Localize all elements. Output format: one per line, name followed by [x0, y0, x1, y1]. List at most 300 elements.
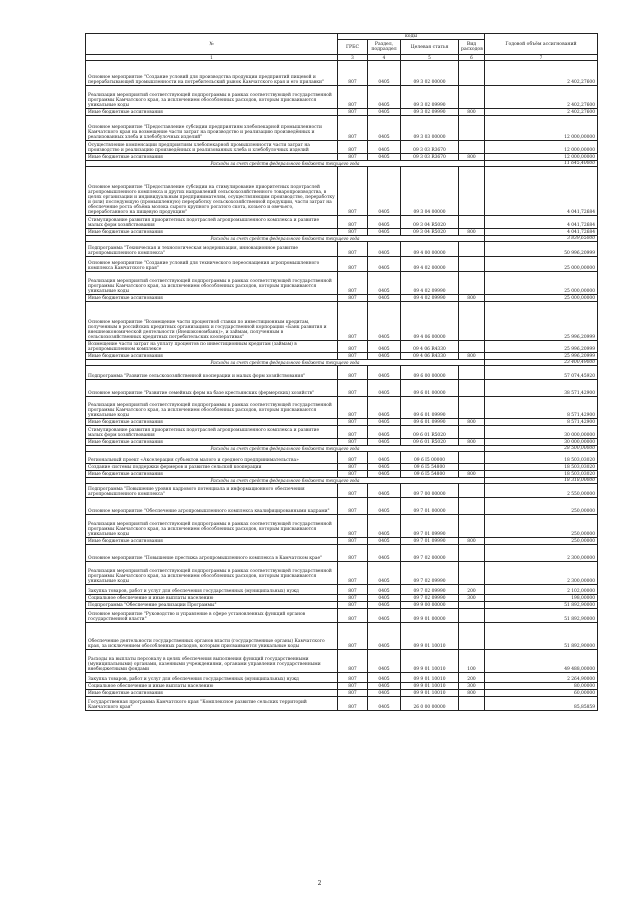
- row-description: Стимулирование развития приоритетных подотраслей агропромышленного комплекса и развитие малых форм хозяйствования: [86, 216, 338, 229]
- row-grbs: 807: [338, 538, 368, 545]
- row-amount: 25 996,20999: [485, 302, 598, 341]
- row-expense-type: [459, 426, 485, 439]
- row-target-article: 09 4 06 00000: [401, 302, 459, 341]
- table-row: [86, 595, 598, 602]
- row-razdel: 0405: [368, 439, 401, 446]
- row-expense-type: 100: [459, 650, 485, 673]
- row-razdel: 0405: [368, 353, 401, 360]
- row-grbs: 807: [338, 609, 368, 623]
- row-expense-type: [459, 697, 485, 711]
- row-razdel: 0405: [368, 562, 401, 585]
- table-row: [86, 167, 598, 216]
- row-razdel: 0405: [368, 673, 401, 683]
- row-amount: 25 996,20999: [485, 341, 598, 353]
- table-row: [86, 515, 598, 538]
- table-row: [86, 341, 598, 353]
- row-amount: 2 300,00000: [485, 562, 598, 585]
- row-grbs: 807: [338, 595, 368, 602]
- row-grbs: 807: [338, 216, 368, 229]
- table-row: [86, 141, 598, 154]
- row-expense-type: [459, 302, 485, 341]
- row-amount: 50 996,20999: [485, 242, 598, 257]
- row-expense-type: [459, 464, 485, 471]
- table-row: [86, 609, 598, 623]
- row-grbs: 807: [338, 673, 368, 683]
- row-target-article: 09 7 02 09990: [401, 562, 459, 585]
- row-target-article: 09 3 02 09990: [401, 109, 459, 116]
- row-expense-type: 300: [459, 683, 485, 690]
- row-target-article: 09 7 02 00000: [401, 545, 459, 562]
- header-razdel: Раздел, подраздел: [368, 40, 401, 55]
- row-amount: 2 402,27600: [485, 109, 598, 116]
- column-number: 7: [485, 55, 598, 61]
- row-amount: 250,00000: [485, 498, 598, 515]
- note-amount: 23 400,49000: [485, 360, 598, 366]
- row-expense-type: 800: [459, 229, 485, 236]
- row-description: Основное мероприятие "Возмещение части процентной ставки по инвестиционным кредитам, полученным в российских кредитных организациях и государственной корпорации «Банк развития и внешнеэкономической деятельности (Внешэкономбанк)», и займам, полученным в сельскохозяйственных кредитных потребительских кооперативах": [86, 302, 338, 341]
- row-razdel: 0405: [368, 697, 401, 711]
- table-row: [86, 426, 598, 439]
- row-description: Иные бюджетные ассигнования: [86, 471, 338, 478]
- row-target-article: 09 3 03 00000: [401, 116, 459, 141]
- row-expense-type: 200: [459, 673, 485, 683]
- row-description: Обеспечение деятельности государственных органов власти (государственные органы) Камчатского края, за исключением обособленных расходов, которым присваиваются уникальные коды: [86, 623, 338, 650]
- row-grbs: 807: [338, 439, 368, 446]
- row-amount: 12 000,00000: [485, 116, 598, 141]
- row-description: Основное мероприятие "Предоставление субсидии на стимулирование приоритетных подотраслей агропромышленного комплекса и других направлений сельскохозяйственного товаропроизводства, в целях организации и индивидуальным предпринимателям, осуществляющим производство, переработку и (или) последующую (промышленную) переработку сельскохозяйственной продукции, части затрат на обеспечение роста объёма молока сырого крупного рогатого скота, козьего и овечьего, переработанного на пищевую продукцию": [86, 167, 338, 216]
- row-target-article: 09 4 02 09990: [401, 295, 459, 302]
- row-grbs: 807: [338, 464, 368, 471]
- row-target-article: 09 9 01 10010: [401, 650, 459, 673]
- table-row: [86, 690, 598, 697]
- row-amount: 25 996,20999: [485, 353, 598, 360]
- note-text: Расходы за счет средств федерального бюджета текущего года: [86, 446, 485, 452]
- row-target-article: 09 6 I5 54800: [401, 464, 459, 471]
- row-amount: 2 550,00000: [485, 484, 598, 498]
- row-description: Реализация мероприятий соответствующей подпрограммы в рамках соответствующей государственной программы Камчатского края, за исключением обособленных расходов, которым присваиваются уникальные коды: [86, 397, 338, 419]
- row-target-article: 09 6 01 09990: [401, 419, 459, 426]
- row-expense-type: [459, 341, 485, 353]
- row-grbs: 807: [338, 471, 368, 478]
- row-grbs: 807: [338, 562, 368, 585]
- row-description: Закупка товаров, работ и услуг для обеспечения государственных (муниципальных) нужд: [86, 673, 338, 683]
- row-grbs: 807: [338, 109, 368, 116]
- row-amount: 51 892,90000: [485, 609, 598, 623]
- row-expense-type: [459, 623, 485, 650]
- row-expense-type: 800: [459, 471, 485, 478]
- row-grbs: 807: [338, 154, 368, 161]
- note-amount: 11 645,40000: [485, 161, 598, 167]
- row-target-article: 09 9 01 00000: [401, 609, 459, 623]
- row-amount: 51 892,90000: [485, 602, 598, 609]
- row-target-article: 09 6 01 00000: [401, 380, 459, 397]
- row-expense-type: 800: [459, 109, 485, 116]
- table-row: [86, 538, 598, 545]
- row-amount: 30 000,00000: [485, 439, 598, 446]
- row-target-article: 09 3 04 R5020: [401, 229, 459, 236]
- table-row: [86, 673, 598, 683]
- row-razdel: 0405: [368, 515, 401, 538]
- row-description: Основное мероприятие "Повышение престижа агропромышленного комплекса в Камчатском крае": [86, 545, 338, 562]
- row-target-article: 09 4 06 R4330: [401, 341, 459, 353]
- row-grbs: 807: [338, 602, 368, 609]
- row-description: Иные бюджетные ассигнования: [86, 154, 338, 161]
- row-razdel: 0405: [368, 341, 401, 353]
- row-amount: 4 041,72684: [485, 167, 598, 216]
- row-description: Основное мероприятие "Создание условий для технического переоснащения агропромышленного комплекса Камчатского края": [86, 257, 338, 272]
- column-number: 1: [86, 55, 338, 61]
- row-razdel: 0405: [368, 683, 401, 690]
- row-description: Реализация мероприятий соответствующей подпрограммы в рамках соответствующей государственной программы Камчатского края, за исключением обособленных расходов, которым присваиваются уникальные коды: [86, 86, 338, 109]
- table-row: [86, 272, 598, 295]
- row-description: Подпрограмма "Обеспечение реализации Программы": [86, 602, 338, 609]
- row-grbs: 807: [338, 515, 368, 538]
- row-razdel: 0405: [368, 141, 401, 154]
- note-text: Расходы за счет средств федерального бюджета текущего года: [86, 236, 485, 242]
- row-grbs: 807: [338, 484, 368, 498]
- row-razdel: 0405: [368, 86, 401, 109]
- row-amount: 85,85859: [485, 697, 598, 711]
- header-annual: Годовой объём ассигнований: [485, 34, 598, 55]
- row-grbs: 807: [338, 650, 368, 673]
- row-description: Иные бюджетные ассигнования: [86, 353, 338, 360]
- table-row: [86, 650, 598, 673]
- row-description: Социальное обеспечение и иные выплаты населению: [86, 683, 338, 690]
- row-amount: 57 074,45920: [485, 366, 598, 380]
- row-grbs: 807: [338, 380, 368, 397]
- row-razdel: 0405: [368, 538, 401, 545]
- row-description: Иные бюджетные ассигнования: [86, 538, 338, 545]
- row-razdel: 0405: [368, 595, 401, 602]
- row-description: Иные бюджетные ассигнования: [86, 690, 338, 697]
- table-row: [86, 353, 598, 360]
- row-amount: 2 264,90000: [485, 673, 598, 683]
- row-razdel: 0405: [368, 484, 401, 498]
- row-target-article: 09 7 01 00000: [401, 498, 459, 515]
- row-razdel: 0405: [368, 257, 401, 272]
- row-target-article: 09 6 I5 00000: [401, 452, 459, 464]
- row-expense-type: [459, 242, 485, 257]
- row-razdel: 0405: [368, 154, 401, 161]
- row-amount: 38 571,42900: [485, 380, 598, 397]
- row-grbs: 807: [338, 242, 368, 257]
- row-description: Возмещение части затрат на уплату процентов по инвестиционным кредитам (займам) в агропромышленном комплексе: [86, 341, 338, 353]
- row-expense-type: [459, 61, 485, 86]
- row-grbs: 807: [338, 229, 368, 236]
- row-grbs: 807: [338, 498, 368, 515]
- table-row: [86, 683, 598, 690]
- row-grbs: 807: [338, 257, 368, 272]
- row-grbs: 807: [338, 397, 368, 419]
- table-row: [86, 697, 598, 711]
- row-razdel: 0405: [368, 167, 401, 216]
- table-row: [86, 302, 598, 341]
- row-grbs: 807: [338, 697, 368, 711]
- row-razdel: 0405: [368, 295, 401, 302]
- table-row: [86, 484, 598, 498]
- row-expense-type: [459, 116, 485, 141]
- row-description: Иные бюджетные ассигнования: [86, 295, 338, 302]
- note-text: Расходы за счет средств федерального бюджета текущего года: [86, 161, 485, 167]
- row-target-article: 26 0 00 00000: [401, 697, 459, 711]
- row-grbs: 807: [338, 690, 368, 697]
- row-grbs: 807: [338, 167, 368, 216]
- row-grbs: 807: [338, 86, 368, 109]
- row-razdel: 0405: [368, 116, 401, 141]
- row-amount: 198,00000: [485, 595, 598, 602]
- row-description: Иные бюджетные ассигнования: [86, 439, 338, 446]
- table-row: [86, 452, 598, 464]
- row-amount: 30 000,00000: [485, 426, 598, 439]
- note-text: Расходы за счет средств федерального бюджета текущего года: [86, 478, 485, 484]
- row-expense-type: 800: [459, 295, 485, 302]
- row-expense-type: 800: [459, 690, 485, 697]
- row-description: Иные бюджетные ассигнования: [86, 229, 338, 236]
- row-description: Осуществление компенсации предприятиям хлебопекарной промышленности части затрат на производство и реализацию произведённых и реализованных хлеба и хлебобулочных изделий: [86, 141, 338, 154]
- row-amount: 250,00000: [485, 515, 598, 538]
- row-grbs: 807: [338, 366, 368, 380]
- row-expense-type: [459, 397, 485, 419]
- row-expense-type: 800: [459, 538, 485, 545]
- row-amount: 4 041,72684: [485, 216, 598, 229]
- row-amount: 60,00000: [485, 690, 598, 697]
- row-razdel: 0405: [368, 452, 401, 464]
- row-expense-type: 300: [459, 595, 485, 602]
- row-target-article: 09 9 01 10010: [401, 683, 459, 690]
- row-amount: 12 000,00000: [485, 141, 598, 154]
- row-amount: 18 503,03020: [485, 464, 598, 471]
- row-target-article: 09 7 02 09990: [401, 585, 459, 595]
- row-razdel: 0405: [368, 426, 401, 439]
- row-description: Иные бюджетные ассигнования: [86, 419, 338, 426]
- row-target-article: 09 4 02 09990: [401, 272, 459, 295]
- row-target-article: 09 3 02 00000: [401, 61, 459, 86]
- row-expense-type: [459, 545, 485, 562]
- row-grbs: 807: [338, 545, 368, 562]
- row-expense-type: 800: [459, 154, 485, 161]
- note-amount: 3 839,65000: [485, 236, 598, 242]
- page-number: 2: [317, 880, 322, 887]
- row-razdel: 0405: [368, 216, 401, 229]
- row-grbs: 807: [338, 419, 368, 426]
- note-amount: 18 318,00000: [485, 478, 598, 484]
- row-amount: 2 300,00000: [485, 545, 598, 562]
- row-razdel: 0405: [368, 585, 401, 595]
- table-row: [86, 366, 598, 380]
- row-target-article: 09 9 01 10010: [401, 690, 459, 697]
- row-description: Государственная программа Камчатского края "Комплексное развитие сельских территорий Камчатского края": [86, 697, 338, 711]
- row-description: Закупка товаров, работ и услуг для обеспечения государственных (муниципальных) нужд: [86, 585, 338, 595]
- table-row: [86, 61, 598, 86]
- row-target-article: 09 6 01 R5020: [401, 439, 459, 446]
- row-expense-type: 800: [459, 419, 485, 426]
- table-row: [86, 86, 598, 109]
- row-description: Основное мероприятие "Создание условий для производства продукции предприятий пищевой и перерабатывающей промышленности на потребительский рынок Камчатского края и его прилавки": [86, 61, 338, 86]
- row-description: Подпрограмма "Повышение уровня кадрового потенциала и информационного обеспечения агропромышленного комплекса": [86, 484, 338, 498]
- budget-table-body: [86, 34, 598, 711]
- row-amount: 8 571,42900: [485, 397, 598, 419]
- column-number: 6: [459, 55, 485, 61]
- row-amount: 8 571,42900: [485, 419, 598, 426]
- row-description: Стимулирование развития приоритетных подотраслей агропромышленного комплекса и развитие малых форм хозяйствования: [86, 426, 338, 439]
- header-expense-type: Вид расходов: [459, 40, 485, 55]
- row-target-article: 09 3 04 00000: [401, 167, 459, 216]
- row-expense-type: [459, 216, 485, 229]
- row-description: Региональный проект «Акселерация субъектов малого и среднего предпринимательства»: [86, 452, 338, 464]
- row-razdel: 0405: [368, 272, 401, 295]
- row-amount: 18 503,03020: [485, 471, 598, 478]
- row-description: Подпрограмма "Развитие сельскохозяйственной кооперации и малых форм хозяйствования": [86, 366, 338, 380]
- column-number: 3: [338, 55, 368, 61]
- column-number: 5: [401, 55, 459, 61]
- row-target-article: 09 6 01 09990: [401, 397, 459, 419]
- budget-table: [85, 33, 598, 711]
- row-amount: 25 000,00000: [485, 257, 598, 272]
- row-description: Основное мероприятие "Предоставление субсидии предприятиям хлебопекарной промышленности Камчатского края на возмещение части затрат на производство и реализацию произведённых и реализованных хлеба и хлебобулочных изделий": [86, 116, 338, 141]
- row-expense-type: [459, 515, 485, 538]
- row-expense-type: [459, 609, 485, 623]
- row-expense-type: [459, 452, 485, 464]
- row-grbs: 807: [338, 353, 368, 360]
- row-razdel: 0405: [368, 397, 401, 419]
- row-grbs: 807: [338, 295, 368, 302]
- row-description: Расходы на выплаты персоналу в целях обеспечения выполнения функций государственными (муниципальными) органами, казенными учреждениями, органами управления государственными внебюджетными фондами: [86, 650, 338, 673]
- table-row: [86, 464, 598, 471]
- row-razdel: 0405: [368, 302, 401, 341]
- row-expense-type: [459, 602, 485, 609]
- row-target-article: 09 7 00 00000: [401, 484, 459, 498]
- row-description: Создание системы поддержки фермеров и развитие сельской кооперации: [86, 464, 338, 471]
- table-row: [86, 380, 598, 397]
- note-amount: 28 500,00000: [485, 446, 598, 452]
- row-target-article: 09 7 01 09990: [401, 515, 459, 538]
- row-razdel: 0405: [368, 366, 401, 380]
- row-amount: 2 102,00000: [485, 585, 598, 595]
- row-expense-type: [459, 167, 485, 216]
- row-target-article: 09 9 01 10010: [401, 673, 459, 683]
- row-razdel: 0405: [368, 61, 401, 86]
- row-expense-type: [459, 141, 485, 154]
- row-expense-type: [459, 380, 485, 397]
- row-grbs: 807: [338, 61, 368, 86]
- row-target-article: 09 7 02 09990: [401, 595, 459, 602]
- table-row: [86, 602, 598, 609]
- table-row: [86, 242, 598, 257]
- table-row: [86, 397, 598, 419]
- row-expense-type: [459, 257, 485, 272]
- header-grbs: ГРБС: [338, 40, 368, 55]
- row-target-article: 09 3 02 09990: [401, 86, 459, 109]
- row-description: Реализация мероприятий соответствующей подпрограммы в рамках соответствующей государственной программы Камчатского края, за исключением обособленных расходов, которым присваиваются уникальные коды: [86, 515, 338, 538]
- row-target-article: 09 7 01 09990: [401, 538, 459, 545]
- row-target-article: 09 9 00 00000: [401, 602, 459, 609]
- row-description: Социальное обеспечение и иные выплаты населению: [86, 595, 338, 602]
- table-row: [86, 562, 598, 585]
- table-row: [86, 109, 598, 116]
- row-expense-type: 800: [459, 439, 485, 446]
- row-target-article: 09 6 01 R5020: [401, 426, 459, 439]
- row-amount: 4 041,72684: [485, 229, 598, 236]
- row-target-article: 09 4 02 00000: [401, 257, 459, 272]
- row-grbs: 807: [338, 452, 368, 464]
- table-row: [86, 498, 598, 515]
- row-grbs: 807: [338, 341, 368, 353]
- row-description: Основное мероприятие "Обеспечение агропромышленного комплекса квалифицированными кадрами": [86, 498, 338, 515]
- row-target-article: 09 6 00 00000: [401, 366, 459, 380]
- row-amount: 2 402,27600: [485, 61, 598, 86]
- row-amount: 25 000,00000: [485, 295, 598, 302]
- row-expense-type: [459, 484, 485, 498]
- row-description: Иные бюджетные ассигнования: [86, 109, 338, 116]
- table-row: [86, 116, 598, 141]
- table-row: [86, 623, 598, 650]
- row-grbs: 807: [338, 116, 368, 141]
- row-amount: 250,00000: [485, 538, 598, 545]
- table-row: [86, 229, 598, 236]
- row-amount: 49 488,00000: [485, 650, 598, 673]
- header-codes: коды: [338, 34, 485, 40]
- row-grbs: 807: [338, 426, 368, 439]
- row-amount: 51 892,90000: [485, 623, 598, 650]
- row-description: Реализация мероприятий соответствующей подпрограммы в рамках соответствующей государственной программы Камчатского края, за исключением обособленных расходов, которым присваиваются уникальные коды: [86, 272, 338, 295]
- table-row: [86, 257, 598, 272]
- table-row: [86, 419, 598, 426]
- row-amount: 12 000,00000: [485, 154, 598, 161]
- row-razdel: 0405: [368, 690, 401, 697]
- row-expense-type: [459, 366, 485, 380]
- row-razdel: 0405: [368, 602, 401, 609]
- row-razdel: 0405: [368, 545, 401, 562]
- row-expense-type: [459, 272, 485, 295]
- table-row: [86, 545, 598, 562]
- row-expense-type: [459, 562, 485, 585]
- row-target-article: 09 3 04 R5020: [401, 216, 459, 229]
- row-description: Подпрограмма "Техническая и технологическая модернизация, инновационное развитие агропромышленного комплекса": [86, 242, 338, 257]
- header-target: Целевая статья: [401, 40, 459, 55]
- row-grbs: 807: [338, 302, 368, 341]
- row-expense-type: 200: [459, 585, 485, 595]
- row-grbs: 807: [338, 623, 368, 650]
- row-razdel: 0405: [368, 464, 401, 471]
- table-row: [86, 471, 598, 478]
- row-amount: 2 402,27600: [485, 86, 598, 109]
- table-row: [86, 216, 598, 229]
- note-text: Расходы за счет средств федерального бюджета текущего года: [86, 360, 485, 366]
- row-razdel: 0405: [368, 229, 401, 236]
- table-row: [86, 154, 598, 161]
- row-target-article: 09 6 I5 54800: [401, 471, 459, 478]
- row-target-article: 09 4 00 00000: [401, 242, 459, 257]
- row-expense-type: [459, 498, 485, 515]
- row-target-article: 09 9 01 10010: [401, 623, 459, 650]
- row-description: Реализация мероприятий соответствующей подпрограммы в рамках соответствующей государственной программы Камчатского края, за исключением обособленных расходов, которым присваиваются уникальные коды: [86, 562, 338, 585]
- row-amount: 80,00000: [485, 683, 598, 690]
- row-grbs: 807: [338, 141, 368, 154]
- row-razdel: 0405: [368, 471, 401, 478]
- row-razdel: 0405: [368, 419, 401, 426]
- column-number: 4: [368, 55, 401, 61]
- row-razdel: 0405: [368, 242, 401, 257]
- row-grbs: 807: [338, 683, 368, 690]
- row-razdel: 0405: [368, 623, 401, 650]
- row-description: Основное мероприятие "Руководство и управление в сфере установленных функций органов государственной власти": [86, 609, 338, 623]
- row-target-article: 09 4 06 R4330: [401, 353, 459, 360]
- row-razdel: 0405: [368, 498, 401, 515]
- row-amount: 25 000,00000: [485, 272, 598, 295]
- row-target-article: 09 3 03 R3670: [401, 154, 459, 161]
- row-expense-type: [459, 86, 485, 109]
- row-expense-type: 800: [459, 353, 485, 360]
